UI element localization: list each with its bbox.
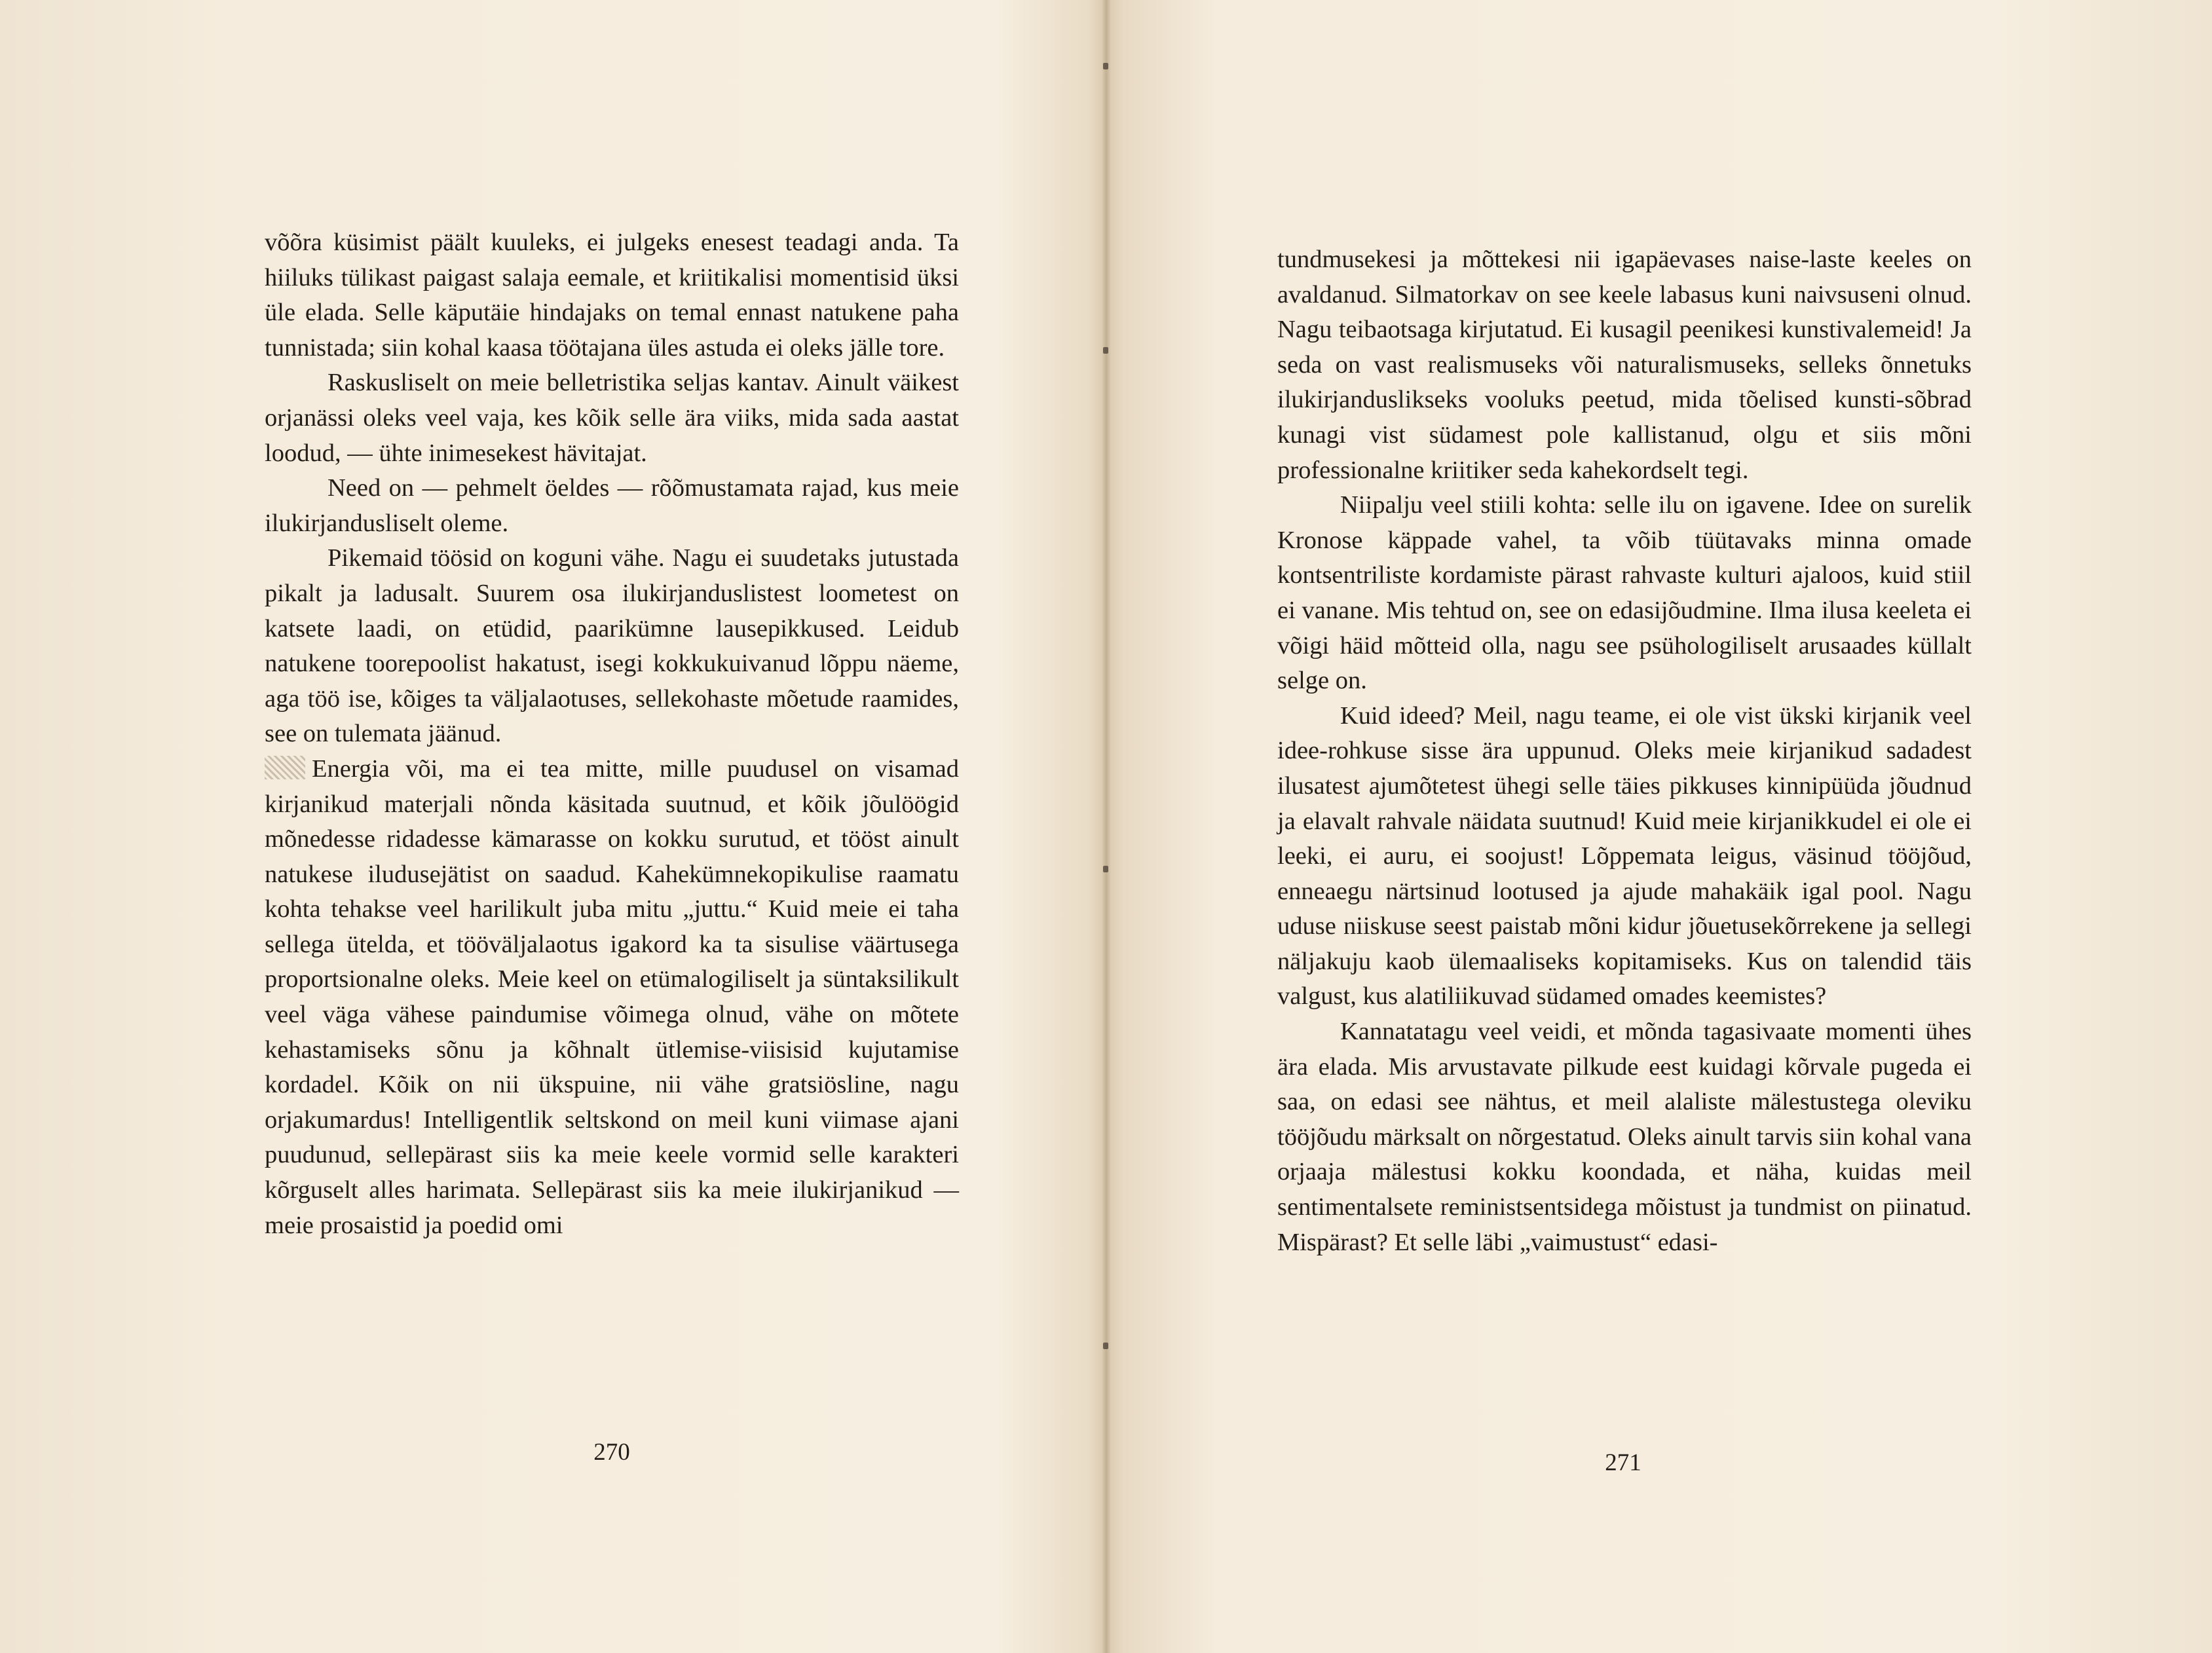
page-number-right: 271: [1605, 1449, 1641, 1476]
paragraph: Energia või, ma ei tea mitte, mille puudusel on visamad kirjanikud materjali nõnda käsitada suutnud, et kõik jõulöögid mõnedesse ridadesse kämarasse on kokku surutud, et tööst ainult natukese iludusejätist on saadud. Kahekümnekopikulise raamatu kohta tehakse veel harilikult juba mitu „juttu.“ Kuid meie ei taha sellega ütelda, et tööväljalaotus igakord ka ta sisulise väärtusega proportsionalne oleks. Meie keel on etümalogiliselt ja süntaksilikult veel väga vähese paindumise võimega olnud, vähe on mõtete kehastamiseks sõnu ja kõhnalt ütlemise-viisisid kujutamise kordadel. Kõik on nii ükspuine, nii vähe gratsiösline, nagu orjakumardus! Intelligentlik seltskond on meil kuni viimase ajani puudunud, sellepärast siis ka meie keele vormid selle karakteri kõrguselt alles harimata. Sellepärast siis ka meie ilukirjanikud — meie prosaistid ja poedid omi: [265, 754, 959, 1239]
paragraph: Kannatatagu veel veidi, et mõnda tagasivaate momenti ühes ära elada. Mis arvustavate pilkude eest kuidagi kõrvale pugeda ei saa, on edasi see nähtus, et meil alaliste mälestustega oleviku tööjõudu märksalt on nõrgestatud. Oleks ainult tarvis siin kohal vana orjaaja mälestusi kokku koondada, et näha, kuidas meil sentimentalsete reministsentsidega mõistust ja tundmist on piinatud. Mispärast? Et selle läbi „vaimustust“ edasi-: [1277, 1018, 1972, 1256]
paragraph: Pikemaid töösid on koguni vähe. Nagu ei suudetaks jutustada pikalt ja ladusalt. Suurem osa ilukirjanduslistest loometest on katsete laadi, on etüdid, paarikümne lausepikkused. Leidub natukene toorepoolist hakatust, isegi kokkukuivanud lõppu näeme, aga töö ise, kõiges ta väljalaotuses, sellekohaste mõetude raamides, see on tulemata jäänud.: [265, 544, 959, 748]
paragraph: Kuid ideed? Meil, nagu teame, ei ole vist ükski kirjanik veel idee-rohkuse sisse ära uppunud. Oleks meie kirjanikud sadadest ilusatest ajumõtetest ühegi selle täies pikkuses kinnipüüda jõudnud ja elavalt rahvale näidata suutnud! Kuid meie kirjanikkudel ei ole ei leeki, ei auru, ei soojust! Lõppemata leigus, väsinud tööjõud, enneaegu närtsinud lootused ja ajude mahakäik igal pool. Nagu uduse niiskuse seest paistab mõni kidur jõuetusekõrrekene ja sellegi näljakuju kaob ülemaaliseks kopitamiseks. Kus on talendid täis valgust, kus alatiliikuvad südamed omades keemistes?: [1277, 701, 1972, 1011]
gutter-mark: [1103, 63, 1108, 69]
gutter-mark: [1103, 866, 1108, 872]
gutter-mark: [1103, 347, 1108, 354]
left-page-text: [265, 225, 959, 1243]
paragraph: Raskusliselt on meie belletristika seljas kantav. Ainult väikest orjanässi oleks veel vaja, kes kõik selle ära viiks, mida sada aastat loodud, — ühte inimesekest hävitajat.: [265, 369, 959, 467]
stamp-ornament: [265, 756, 305, 779]
paragraph: tundmusekesi ja mõttekesi nii igapäevases naise-laste keeles on avaldanud. Silmatorkav on see keele labasus kuni naivsuseni olnud. Nagu teibaotsaga kirjutatud. Ei kusagil peenikesi kunstivalemeid! Ja seda on vast realismuseks või naturalismuseks, selleks õnnetuks ilukirjanduslikseks vooluks peetud, mida tõelised kunsti-sõbrad kunagi vist südamest pole kallistanud, olgu et siis mõni professionalne kriitiker seda kahekordselt tegi.: [1277, 246, 1972, 484]
book-gutter: [1102, 0, 1111, 1653]
gutter-mark: [1103, 1343, 1108, 1349]
paragraph: Need on — pehmelt öeldes — rõõmustamata rajad, kus meie ilukirjandusliselt oleme.: [265, 474, 959, 537]
page-number-left: 270: [593, 1439, 630, 1466]
paragraph: Niipalju veel stiili kohta: selle ilu on igavene. Idee on surelik Kronose käppade vahel, ta võib tüütavaks minna omade kontsentriliste kordamiste pärast rahvaste kulturi ajaloos, kuid stiil ei vanane. Mis tehtud on, see on edasijõudmine. Ilma ilusa keeleta ei võigi häid mõtteid olla, nagu see psühologiliselt arusaades küllalt selge on.: [1277, 491, 1972, 695]
paragraph: võõra küsimist päält kuuleks, ei julgeks enesest teadagi anda. Ta hiiluks tülikast paigast salaja eemale, et kriitikalisi momentisid üksi üle elada. Selle käputäie hindajaks on temal ennast natukene paha tunnistada; siin kohal kaasa töötajana üles astuda ei oleks jälle tore.: [265, 229, 959, 362]
paragraph-with-ornament: [265, 752, 959, 1243]
right-page-text: [1277, 242, 1972, 1260]
